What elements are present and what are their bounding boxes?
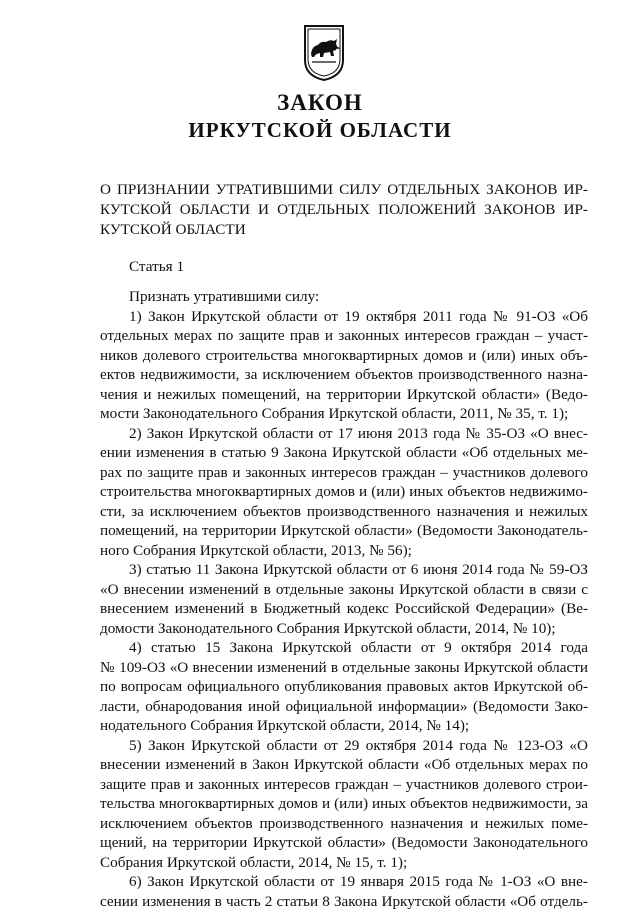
body-line: Признать утратившими силу: [100,287,588,307]
body-line: сти, за исключением объектов производственного назначения и нежилых [100,502,588,522]
body-line: рах по защите прав и законных интересов граждан – участников долевого [100,463,588,483]
body-line: ного Собрания Иркутской области, 2013, № 56); [100,541,588,561]
body-line: защите прав и законных интересов граждан – участников долевого строи- [100,775,588,795]
body-line: по вопросам официального опубликования правовых актов Иркутской об- [100,677,588,697]
body-line: внесением изменений в Бюджетный кодекс Российской Федерации» (Ве- [100,599,588,619]
body-line: № 109-ОЗ «О внесении изменений в отдельные законы Иркутской области [100,658,588,678]
body-line: исключением объектов производственного назначения и нежилых поме- [100,814,588,834]
article-heading: Статья 1 [129,258,184,276]
body-line: ников долевого строительства многоквартирных домов и (или) иных объ- [100,346,588,366]
body-line: отдельных мерах по защите прав и законных интересов граждан – участ- [100,326,588,346]
irkutsk-coat-of-arms-icon [303,24,345,82]
body-line: тельства многоквартирных домов и (или) иных объектов недвижимости, за [100,794,588,814]
body-line: нодательного Собрания Иркутской области, 2014, № 14); [100,716,588,736]
subject-line: О ПРИЗНАНИИ УТРАТИВШИМИ СИЛУ ОТДЕЛЬНЫХ ЗАКОНОВ ИР- [100,180,588,200]
body-line: сении изменения в часть 2 статьи 8 Закона Иркутской области «Об отдель- [100,892,588,911]
body-line: строительства многоквартирных домов и (или) иных объектов недвижимо- [100,482,588,502]
body-line: щений, на территории Иркутской области» (Ведомости Законодательного [100,833,588,853]
body-line: внесении изменений в Закон Иркутской области «Об отдельных мерах по [100,755,588,775]
body-line: мости Законодательного Собрания Иркутской области, 2011, № 35, т. 1); [100,404,588,424]
body-line: 6) Закон Иркутской области от 19 января 2015 года № 1-ОЗ «О вне- [100,872,588,892]
body-line: чения и нежилых помещений, на территории Иркутской области» (Ведо- [100,385,588,405]
body-line: Собрания Иркутской области, 2014, № 15, т. 1); [100,853,588,873]
subject-line: КУТСКОЙ ОБЛАСТИ [100,220,588,240]
body-line: 4) статью 15 Закона Иркутской области от 9 октября 2014 года [100,638,588,658]
body-line: помещений, на территории Иркутской области» (Ведомости Законодатель- [100,521,588,541]
body-line: 1) Закон Иркутской области от 19 октября 2011 года № 91-ОЗ «Об [100,307,588,327]
body-line: домости Законодательного Собрания Иркутской области, 2014, № 10); [100,619,588,639]
body-line: ении изменения в статью 9 Закона Иркутской области «Об отдельных ме- [100,443,588,463]
body-line: 3) статью 11 Закона Иркутской области от 6 июня 2014 года № 59-ОЗ [100,560,588,580]
body-line: 2) Закон Иркутской области от 17 июня 2013 года № 35-ОЗ «О внес- [100,424,588,444]
body-line: ектов недвижимости, за исключением объектов производственного назна- [100,365,588,385]
article-body [100,287,588,911]
law-region-title: ИРКУТСКОЙ ОБЛАСТИ [0,118,640,143]
subject-line: КУТСКОЙ ОБЛАСТИ И ОТДЕЛЬНЫХ ПОЛОЖЕНИЙ ЗАКОНОВ ИР- [100,200,588,220]
body-line: ласти, обнародования иной официальной информации» (Ведомости Зако- [100,697,588,717]
body-line: «О внесении изменений в отдельные законы Иркутской области в связи с [100,580,588,600]
body-line: 5) Закон Иркутской области от 29 октября 2014 года № 123-ОЗ «О [100,736,588,756]
law-title: ЗАКОН [0,90,640,116]
law-subject [100,180,588,240]
